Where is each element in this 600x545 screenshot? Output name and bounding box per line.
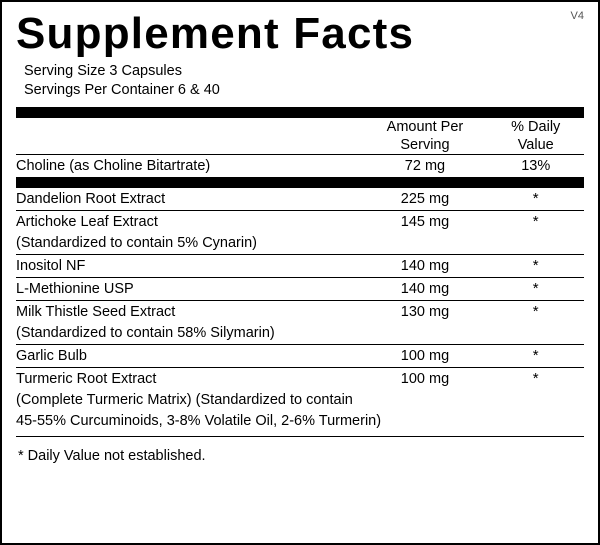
nutrient-detail: (Complete Turmeric Matrix) (Standardized to contain (16, 392, 353, 408)
title-row (16, 8, 584, 60)
table-subrow (16, 233, 584, 254)
table-header-row (16, 118, 584, 154)
nutrient-name: Garlic Bulb (16, 348, 87, 364)
ingredient-table (16, 188, 584, 432)
divider-thin-bottom (16, 436, 584, 437)
table-row (16, 301, 584, 323)
nutrient-daily-value: * (532, 303, 539, 320)
table-row (16, 368, 584, 390)
nutrient-name: Dandelion Root Extract (16, 191, 166, 207)
nutrient-detail: 45-55% Curcuminoids, 3-8% Volatile Oil, 2-6% Turmerin) (16, 413, 382, 429)
nutrient-detail: (Standardized to contain 5% Cynarin) (16, 235, 257, 251)
nutrient-amount: 145 mg (400, 214, 450, 230)
nutrient-daily-value: * (532, 190, 539, 207)
servings-per-container: Servings Per Container 6 & 40 (24, 82, 220, 98)
nutrient-amount: 225 mg (400, 191, 450, 207)
nutrient-name: Milk Thistle Seed Extract (16, 304, 176, 320)
nutrient-name: Turmeric Root Extract (16, 371, 157, 387)
nutrient-amount: 140 mg (400, 281, 450, 297)
nutrient-amount: 72 mg (404, 158, 446, 174)
table-subrow (16, 411, 584, 432)
serving-info (24, 62, 584, 100)
nutrient-daily-value: * (532, 347, 539, 364)
nutrient-name: Choline (as Choline Bitartrate) (16, 158, 211, 174)
primary-nutrient-table (16, 155, 584, 177)
nutrient-amount: 140 mg (400, 258, 450, 274)
table-row (16, 188, 584, 210)
nutrient-amount: 100 mg (400, 371, 450, 387)
nutrient-daily-value: * (532, 370, 539, 387)
nutrient-daily-value: * (532, 280, 539, 297)
nutrient-daily-value: * (532, 213, 539, 230)
version-tag: V4 (570, 10, 584, 22)
nutrient-name: L-Methionine USP (16, 281, 134, 297)
header-blank (16, 118, 362, 154)
table-row (16, 211, 584, 233)
divider-thick-top (16, 107, 584, 118)
nutrient-amount: 130 mg (400, 304, 450, 320)
nutrition-table (16, 118, 584, 154)
nutrient-name: Artichoke Leaf Extract (16, 214, 158, 230)
table-row (16, 278, 584, 300)
nutrient-daily-value: * (532, 257, 539, 274)
nutrient-amount: 100 mg (400, 348, 450, 364)
table-row (16, 345, 584, 367)
nutrient-detail: (Standardized to contain 58% Silymarin) (16, 325, 275, 341)
table-subrow (16, 390, 584, 411)
footnote: * Daily Value not established. (18, 448, 206, 464)
table-subrow (16, 323, 584, 344)
nutrient-daily-value: 13% (521, 158, 551, 174)
header-daily-value: % Daily Value (511, 119, 561, 153)
divider-thick-mid (16, 177, 584, 188)
serving-size: Serving Size 3 Capsules (24, 63, 182, 79)
header-amount-per-serving: Amount Per Serving (386, 119, 464, 153)
table-row (16, 155, 584, 177)
table-row (16, 255, 584, 277)
nutrient-name: Inositol NF (16, 258, 86, 274)
page-title: Supplement Facts (16, 9, 415, 58)
